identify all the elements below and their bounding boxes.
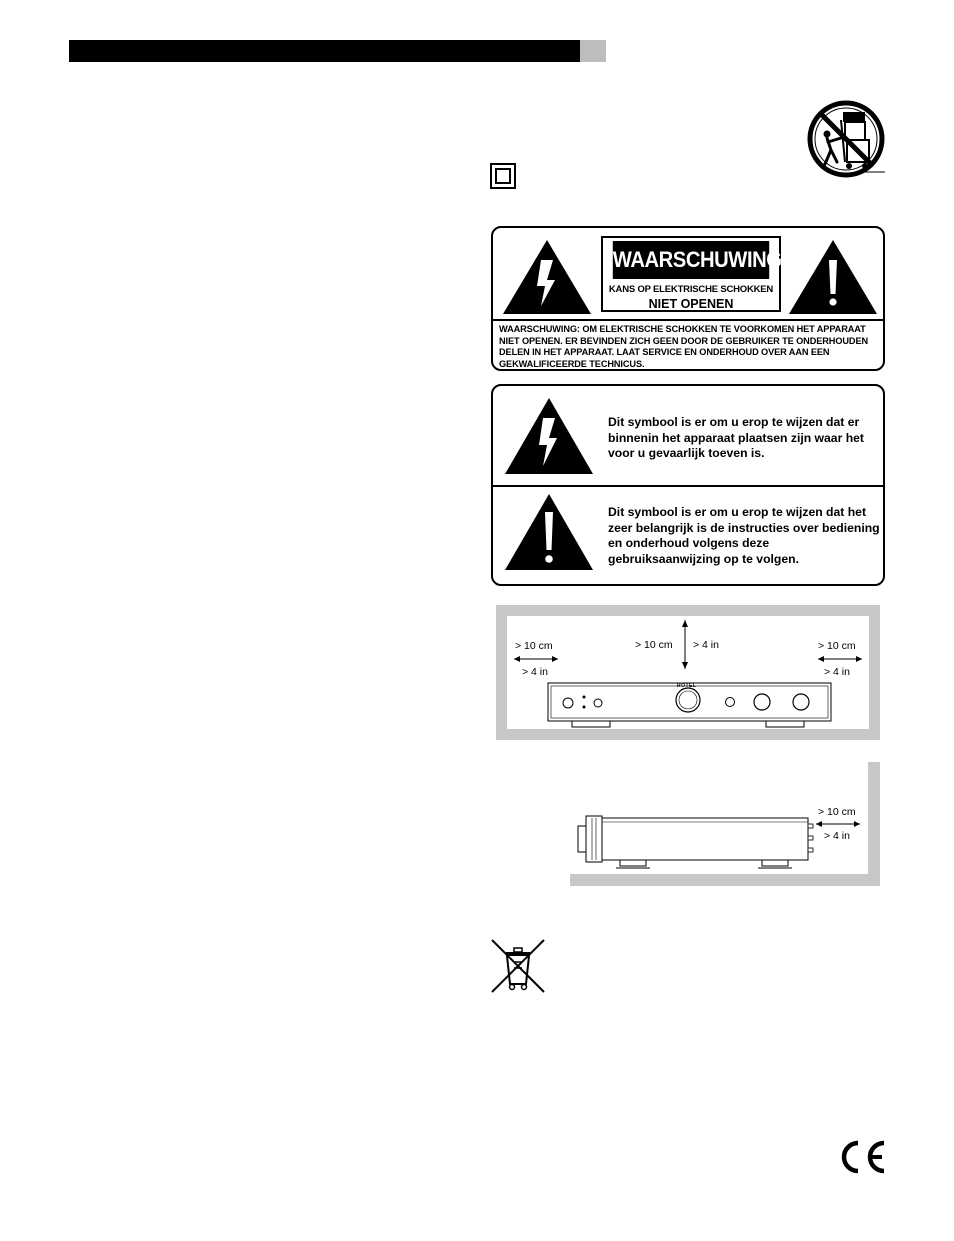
no-cart-icon	[805, 98, 887, 180]
symbol-explanation-panel	[491, 384, 885, 586]
front-brand-label: ROTEL	[677, 683, 697, 689]
lightning-warning-icon	[501, 238, 593, 316]
clearance-enclosure	[496, 605, 880, 740]
side-right-in: > 4 in	[824, 830, 850, 842]
weee-bin-icon	[490, 938, 546, 994]
symbol-divider	[493, 485, 883, 487]
warning-divider	[493, 319, 883, 321]
front-top-in: > 4 in	[693, 639, 719, 651]
side-clearance-diagram	[570, 762, 880, 886]
header-bar	[69, 40, 580, 62]
warning-title: WAARSCHUWING	[613, 241, 769, 279]
warning-body: WAARSCHUWING: OM ELEKTRISCHE SCHOKKEN TE VOORKOMEN HET APPARAAT NIET OPENEN. ER BEVINDEN ZICH GEEN DOOR DE GEBRUIKER TE ONDERHOUDEN DELEN IN HET APPARAAT. LAAT SERVICE EN ONDERHOUD OVER AAN EEN GEKWALIFICEERDE TECHNICUS.	[499, 324, 869, 369]
ce-mark-icon	[834, 1139, 888, 1175]
header-tab	[580, 40, 606, 62]
lightning-warning-icon	[503, 396, 595, 476]
front-right-in: > 4 in	[824, 666, 850, 678]
front-top-cm: > 10 cm	[635, 639, 673, 651]
warning-label	[491, 226, 885, 371]
front-left-cm: > 10 cm	[515, 640, 553, 652]
side-right-cm: > 10 cm	[818, 806, 856, 818]
double-insulation-icon	[490, 163, 516, 189]
warning-title-box	[601, 236, 781, 312]
exclamation-symbol-text: Dit symbool is er om u erop te wijzen dat het zeer belangrijk is de instructies over bediening en onderhoud volgens deze gebruiksaanwijzing op te volgen.	[608, 505, 880, 566]
front-left-in: > 4 in	[522, 666, 548, 678]
lightning-symbol-text: Dit symbool is er om u erop te wijzen dat er binnenin het apparaat plaatsen zijn waar het voor u gevaarlijk toeven is.	[608, 415, 864, 460]
warning-subtitle: KANS OP ELEKTRISCHE SCHOKKEN	[608, 284, 774, 295]
front-clearance-diagram	[496, 605, 880, 740]
exclamation-warning-icon	[503, 492, 595, 572]
warning-subtitle-2: NIET OPENEN	[648, 297, 734, 311]
exclamation-warning-icon	[787, 238, 879, 316]
front-right-cm: > 10 cm	[818, 640, 856, 652]
side-clearance-enclosure	[570, 762, 880, 886]
